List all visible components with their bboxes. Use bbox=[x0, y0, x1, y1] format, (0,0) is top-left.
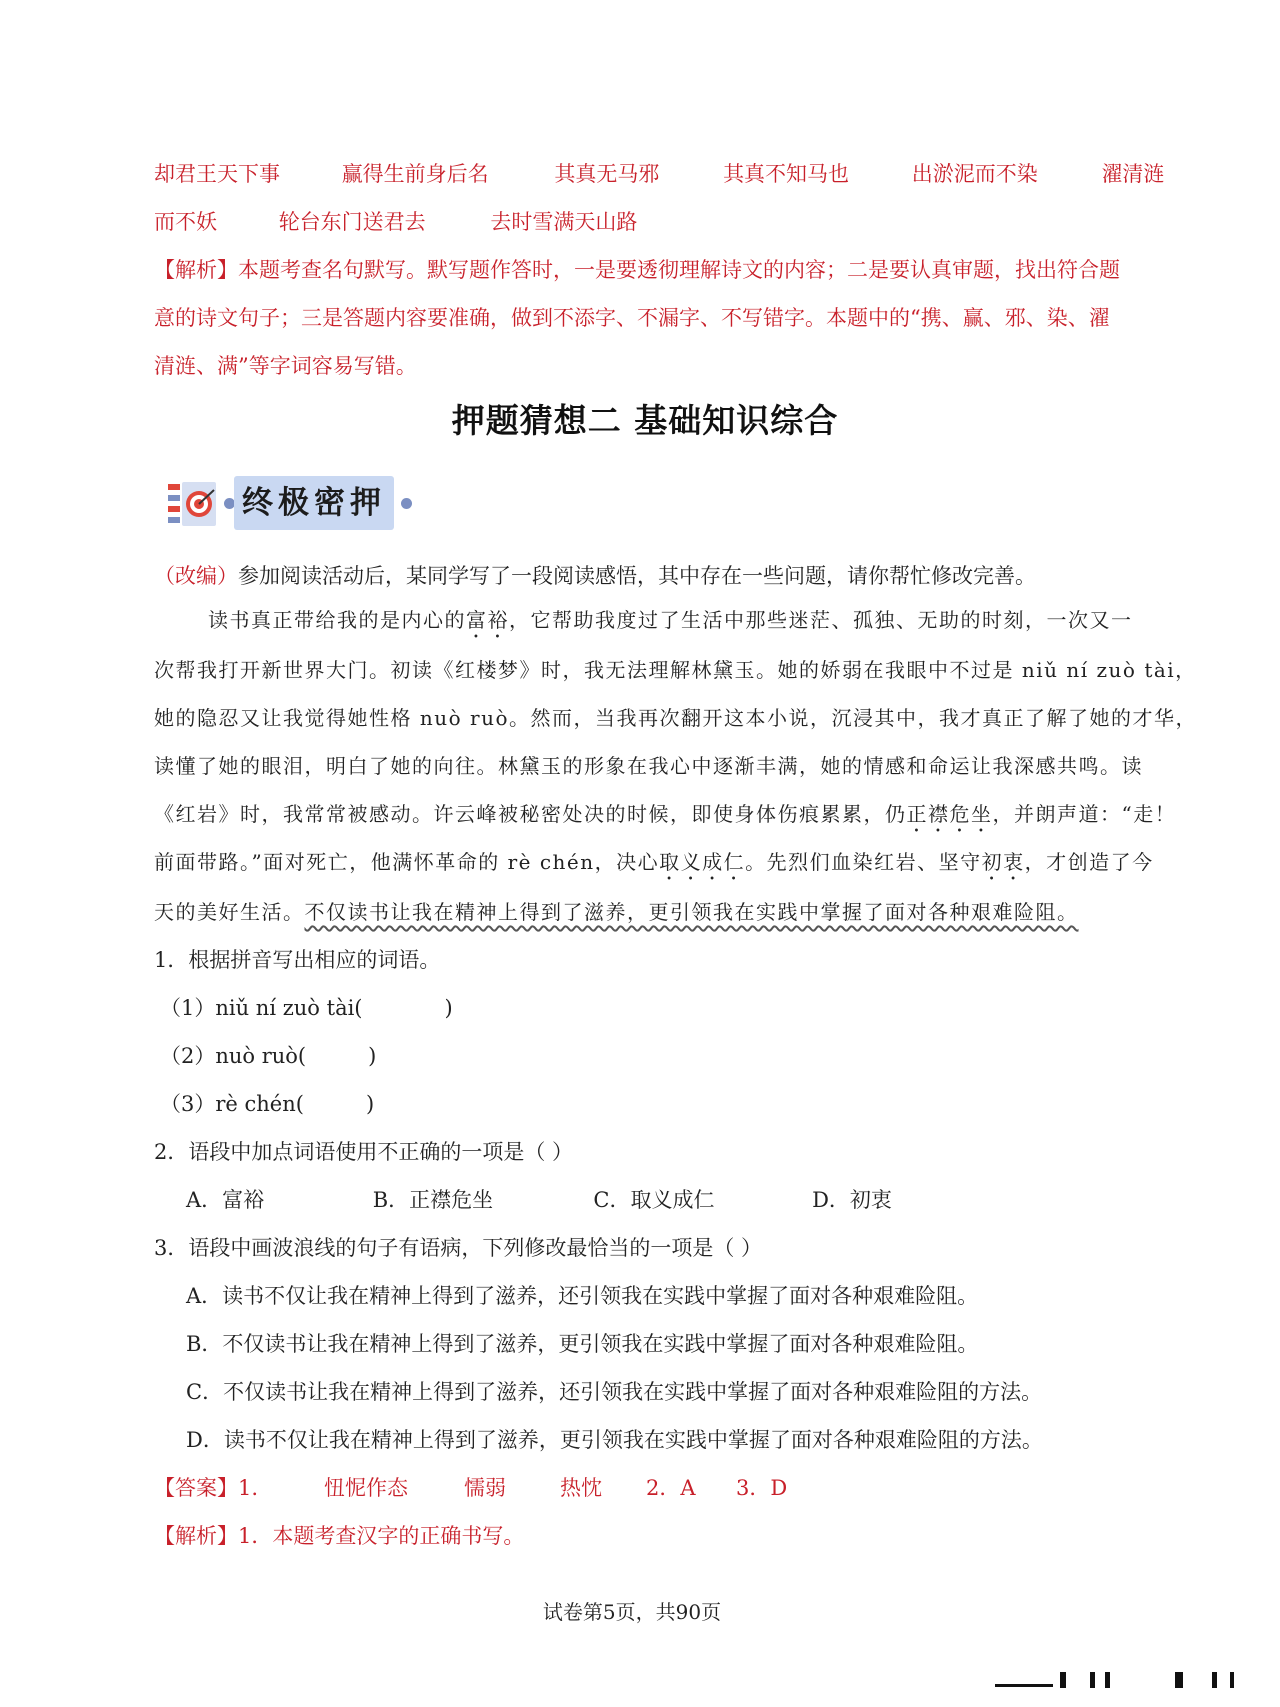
passage-text: 天的美好生活。 bbox=[154, 900, 305, 924]
q3-option-c: C．不仅读书让我在精神上得到了滋养，还引领我在实践中掌握了面对各种艰难险阻的方法。 bbox=[186, 1380, 1043, 1404]
paren-close: ) bbox=[444, 996, 453, 1020]
analysis-top-line-1 bbox=[154, 254, 1120, 284]
answer-item: 去时雪满天山路 bbox=[490, 210, 638, 234]
question-intro bbox=[154, 560, 1036, 590]
passage-line-5 bbox=[154, 798, 1176, 837]
q1-stem: 1．根据拼音写出相应的词语。 bbox=[154, 948, 441, 972]
q2-option-a: A．富裕 bbox=[186, 1188, 265, 1212]
analysis-top-line-2: 意的诗文句子；三是答题内容要准确，做到不添字、不漏字、不写错字。本题中的“携、赢、邪、染、濯 bbox=[154, 306, 1110, 330]
q3-option-d: D．读书不仅让我在精神上得到了滋养，更引领我在实践中掌握了面对各种艰难险阻的方法。 bbox=[186, 1428, 1043, 1452]
q2-option-d: D．初衷 bbox=[812, 1188, 892, 1212]
dotted-word: 取义成仁 bbox=[659, 850, 746, 874]
analysis-bottom bbox=[154, 1520, 524, 1550]
paren-close: ) bbox=[365, 1092, 375, 1116]
passage-text: ，它帮助我度过了生活中那些迷茫、孤独、无助的时刻，一次又一 bbox=[509, 608, 1133, 632]
q2-option-b: B．正襟危坐 bbox=[372, 1188, 494, 1212]
q3-stem: 3．语段中画波浪线的句子有语病，下列修改最恰当的一项是（ ） bbox=[154, 1236, 763, 1260]
q1-item-2 bbox=[160, 1040, 376, 1070]
answer-item: 其真无马邪 bbox=[554, 162, 660, 186]
section-title: 押题猜想二 基础知识综合 bbox=[451, 401, 839, 440]
answer-item: 而不妖 bbox=[154, 210, 217, 234]
answer-item: 懦弱 bbox=[464, 1476, 506, 1500]
passage-text: ，才创造了今 bbox=[1024, 850, 1154, 874]
q2-option-c: C．取义成仁 bbox=[593, 1188, 715, 1212]
answer-item: 濯清涟 bbox=[1101, 162, 1165, 186]
badge bbox=[168, 474, 413, 534]
answer-line bbox=[154, 1472, 787, 1502]
q2-stem: 2．语段中加点词语使用不正确的一项是（ ） bbox=[154, 1140, 574, 1164]
answer-item: 却君王天下事 bbox=[154, 162, 280, 186]
page-footer: 试卷第5页，共90页 bbox=[542, 1600, 722, 1624]
dotted-word: 富裕 bbox=[466, 608, 509, 632]
answer-item: 忸怩作态 bbox=[324, 1476, 408, 1500]
passage-text: 前面带路。”面对死亡，他满怀革命的 rè chén，决心 bbox=[154, 850, 660, 874]
analysis-tag: 【解析】 bbox=[154, 1524, 238, 1548]
badge-dot-right bbox=[401, 498, 412, 509]
q1-text: （1）niǔ ní zuò tài( bbox=[160, 996, 363, 1020]
passage-text: 《红岩》时，我常常被感动。许云峰被秘密处决的时候，即使身体伤痕累累，仍 bbox=[154, 802, 907, 826]
passage-line-1 bbox=[208, 604, 1133, 643]
q3-option-b: B．不仅读书让我在精神上得到了滋养，更引领我在实践中掌握了面对各种艰难险阻。 bbox=[186, 1332, 979, 1356]
passage-line-2: 次帮我打开新世界大门。初读《红楼梦》时，我无法理解林黛玉。她的娇弱在我眼中不过是 niǔ ní zuò tài， bbox=[154, 658, 1197, 682]
passage-line-7 bbox=[154, 896, 1079, 925]
analysis-text: 1．本题考查汉字的正确书写。 bbox=[238, 1524, 525, 1548]
q1-text: （2）nuò ruò( bbox=[160, 1044, 307, 1068]
dotted-word: 初衷 bbox=[981, 850, 1025, 874]
answer-row-2 bbox=[154, 206, 637, 236]
answer-item: 其真不知马也 bbox=[723, 162, 850, 186]
answer-item: 3．D bbox=[736, 1476, 788, 1500]
answer-item: 出淤泥而不染 bbox=[911, 162, 1038, 186]
answer-tag: 【答案】 bbox=[154, 1476, 238, 1500]
answer-item: 2．A bbox=[646, 1476, 696, 1500]
answer-row-1 bbox=[154, 158, 1164, 188]
answer-item: 赢得生前身后名 bbox=[341, 162, 489, 186]
analysis-text: 本题考查名句默写。默写题作答时，一是要透彻理解诗文的内容；二是要认真审题，找出符合题 bbox=[238, 258, 1120, 282]
analysis-top-line-3: 清涟、满”等字词容易写错。 bbox=[154, 354, 417, 378]
answer-item: 1. bbox=[238, 1476, 259, 1500]
paren-close: ) bbox=[368, 1044, 377, 1068]
q1-text: （3）rè chén( bbox=[160, 1092, 304, 1116]
passage-text: ，并朗声道：“走！ bbox=[992, 802, 1177, 826]
q2-options bbox=[186, 1184, 892, 1214]
answer-item: 轮台东门送君去 bbox=[278, 210, 426, 234]
analysis-tag: 【解析】 bbox=[154, 258, 238, 282]
passage-line-4: 读懂了她的眼泪，明白了她的向往。林黛玉的形象在我心中逐渐丰满，她的情感和命运让我深感共鸣。读 bbox=[154, 754, 1143, 778]
intro-text: 参加阅读活动后，某同学写了一段阅读感悟，其中存在一些问题，请你帮忙修改完善。 bbox=[238, 564, 1036, 588]
dotted-word: 正襟危坐 bbox=[906, 802, 993, 826]
passage-text: 读书真正带给我的是内心的 bbox=[208, 608, 466, 632]
passage-text: 。先烈们血染红岩、坚守 bbox=[745, 850, 982, 874]
passage-line-3: 她的隐忍又让我觉得她性格 nuò ruò。然而，当我再次翻开这本小说，沉浸其中，我才真正了解了她的才华， bbox=[154, 706, 1197, 730]
target-icon bbox=[168, 480, 220, 528]
passage-line-6 bbox=[154, 846, 1154, 885]
badge-label: 终极密押 bbox=[234, 476, 394, 530]
q3-option-a: A．读书不仅让我在精神上得到了滋养，还引领我在实践中掌握了面对各种艰难险阻。 bbox=[186, 1284, 979, 1308]
answer-item: 热忱 bbox=[560, 1476, 602, 1500]
q1-item-3 bbox=[160, 1088, 374, 1118]
q1-item-1 bbox=[160, 992, 453, 1022]
wavy-underlined-sentence: 不仅读书让我在精神上得到了滋养，更引领我在实践中掌握了面对各种艰难险阻。 bbox=[304, 900, 1079, 924]
intro-tag: （改编） bbox=[154, 564, 238, 588]
